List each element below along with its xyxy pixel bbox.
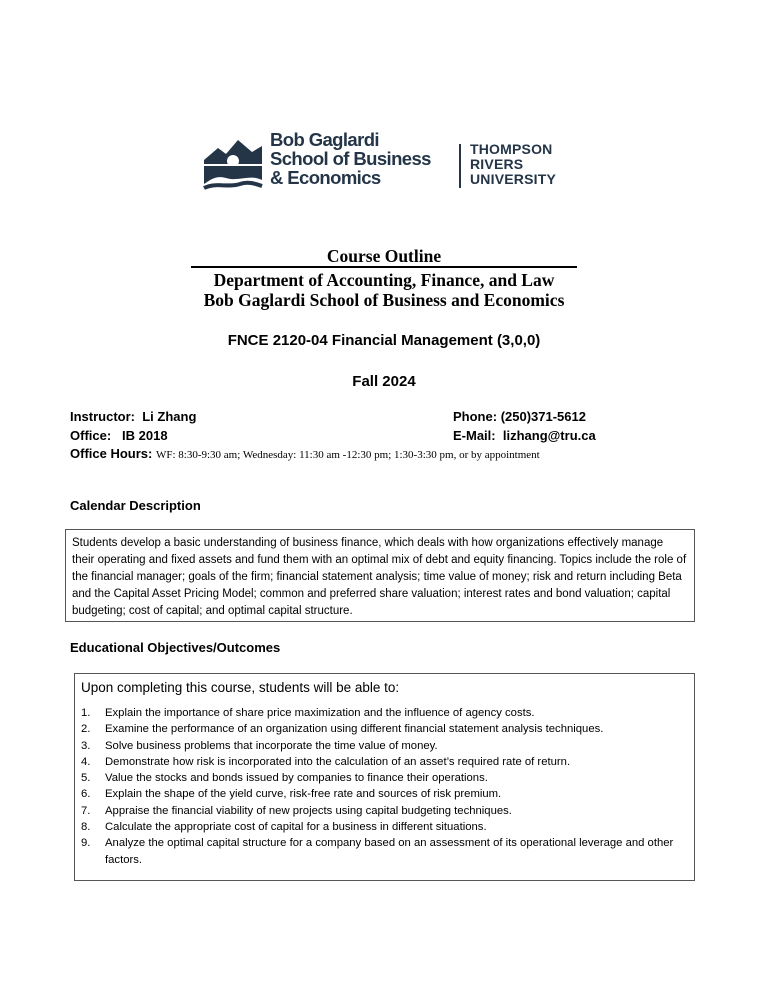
instructor-info — [70, 409, 196, 424]
item-text: Appraise the financial viability of new projects using capital budgeting techniques. — [105, 804, 512, 817]
item-text: Explain the importance of share price maximization and the influence of agency costs. — [105, 707, 535, 719]
item-number: 6. — [81, 788, 91, 801]
item-text: Calculate the appropriate cost of capital for a business in different situations. — [105, 821, 487, 834]
item-text: Analyze the optimal capital structure for a company based on an assessment of its operational leverage and other factors. — [105, 837, 674, 866]
list-item — [81, 770, 688, 786]
phone-value: (250)371-5612 — [500, 409, 586, 424]
objectives-intro: Upon completing this course, students will be able to: — [81, 680, 400, 695]
objectives-heading: Educational Objectives/Outcomes — [70, 640, 281, 655]
logo-line: RIVERS — [470, 156, 524, 172]
item-number: 3. — [81, 739, 91, 752]
list-item — [81, 819, 688, 835]
item-text: Value the stocks and bonds issued by companies to finance their operations. — [105, 772, 488, 785]
logo-line: UNIVERSITY — [470, 171, 557, 187]
email-info — [453, 428, 596, 443]
office-hours-value: WF: 8:30-9:30 am; Wednesday: 11:30 am -12:30 pm; 1:30-3:30 pm, or by appointment — [155, 449, 540, 461]
page-title: Course Outline — [326, 246, 442, 266]
list-item — [81, 803, 688, 819]
logo-line: Bob Gaglardi — [270, 129, 379, 150]
calendar-heading: Calendar Description — [70, 498, 201, 513]
email-link[interactable]: lizhang@tru.ca — [502, 428, 596, 443]
logo-school-name — [270, 130, 452, 187]
logo-line: & Economics — [270, 167, 381, 188]
list-item — [81, 705, 688, 721]
mountain-sun-logo-icon — [202, 130, 264, 190]
item-text: Examine the performance of an organization using different financial statement analysis techniques. — [105, 723, 604, 736]
phone-label: Phone: — [453, 409, 498, 424]
list-item — [81, 738, 688, 754]
logo-university-name — [470, 142, 556, 187]
school-logo — [202, 126, 582, 190]
office-value: IB 2018 — [122, 428, 168, 443]
item-text: Demonstrate how risk is incorporated into the calculation of an asset’s required rate of return. — [105, 755, 571, 768]
item-number: 9. — [81, 837, 91, 850]
calendar-description-text: Students develop a basic understanding of business finance, which deals with how organizations effectively manage their operating and fixed assets and fund them with an optimal mix of debt and equity financing. Topics include the role of the financial manager; goals of the firm; financial statement analysis; time value of money; risk and return including Beta and the Capital Asset Pricing Model; common and preferred share valuation; interest rates and bond valuation; capital budgeting; cost of capital; and optimal capital structure. — [72, 537, 687, 617]
office-hours-label: Office Hours: — [70, 446, 153, 461]
office-label: Office: — [70, 428, 112, 443]
list-item — [81, 754, 688, 770]
item-number: 8. — [81, 821, 91, 834]
item-number: 1. — [81, 707, 91, 719]
list-item — [81, 721, 688, 737]
item-text: Explain the shape of the yield curve, risk-free rate and sources of risk premium. — [105, 788, 502, 801]
item-number: 4. — [81, 755, 91, 768]
logo-divider — [459, 144, 461, 188]
item-number: 7. — [81, 804, 91, 817]
logo-line: School of Business — [270, 148, 431, 169]
item-text: Solve business problems that incorporate the time value of money. — [105, 739, 438, 752]
calendar-description-box — [65, 529, 695, 622]
phone-info — [453, 409, 586, 424]
list-item — [81, 835, 688, 868]
course-term: Fall 2024 — [352, 373, 416, 390]
list-item — [81, 786, 688, 802]
instructor-value: Li Zhang — [142, 409, 197, 424]
office-info — [70, 428, 168, 443]
instructor-label: Instructor: — [70, 409, 135, 424]
item-number: 5. — [81, 772, 91, 785]
school-name: Bob Gaglardi School of Business and Economics — [203, 290, 565, 310]
title-rule — [191, 266, 577, 268]
email-label: E-Mail: — [453, 428, 496, 443]
objectives-box — [74, 673, 695, 881]
office-hours-info — [70, 446, 540, 461]
department-name: Department of Accounting, Finance, and Law — [213, 270, 555, 290]
objectives-list — [81, 705, 688, 868]
logo-line: THOMPSON — [470, 141, 553, 157]
course-code: FNCE 2120-04 Financial Management (3,0,0) — [227, 332, 541, 349]
item-number: 2. — [81, 723, 91, 736]
